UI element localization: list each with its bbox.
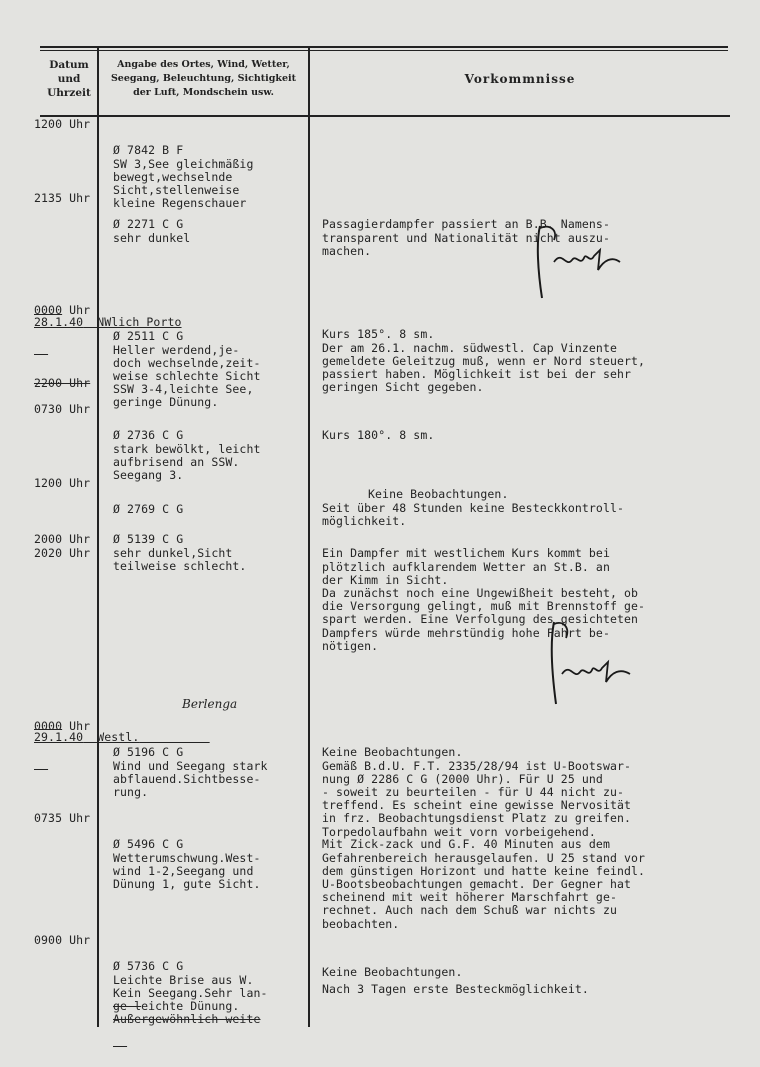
entry-time-struck: 2200 Uhr xyxy=(34,376,91,390)
entry-place: Ø 5736 C G Leichte Brise aus W. Kein Seegang.Sehr lan- ge leichte Dünung. xyxy=(113,959,268,1014)
date-heading: 29.1.40 Westl. xyxy=(34,730,140,745)
entry-time: 0735 Uhr xyxy=(34,811,91,825)
entry-time: 1200 Uhr xyxy=(34,117,91,131)
col-divider-1 xyxy=(97,47,99,1027)
entry-time: 2135 Uhr xyxy=(34,191,91,205)
col-divider-2 xyxy=(308,47,310,1027)
entry-events: Keine Beobachtungen. Seit über 48 Stunden keine Besteckkontroll- möglichkeit. xyxy=(322,487,625,528)
header-bottom-rule xyxy=(40,115,730,117)
entry-time: 0000 Uhr xyxy=(34,719,91,733)
entry-time: 0730 Uhr xyxy=(34,402,91,416)
entry-place: Ø 5196 C G Wind und Seegang stark abflauend.Sichtbesse- rung. xyxy=(113,745,268,800)
entry-place: Ø 5496 C G Wetterumschwung.West- wind 1-2,Seegang und Dünung 1, gute Sicht. xyxy=(113,837,261,892)
entry-place: Ø 5139 C G sehr dunkel,Sicht teilweise schlecht. xyxy=(113,532,247,573)
entry-events: Kurs 180°. 8 sm. xyxy=(322,428,435,443)
entry-events: Kurs 185°. 8 sm. Der am 26.1. nachm. südwestl. Cap Vinzente gemeldete Geleitzug muß, wenn er Nord steuert, passiert haben. Möglichkeit ist bei der sehr geringen Sicht gegeben. xyxy=(322,327,646,395)
signature-2 xyxy=(534,618,644,708)
date-heading: 28.1.40 NWlich Porto xyxy=(34,315,182,330)
entry-events: Keine Beobachtungen. Gemäß B.d.U. F.T. 2335/28/94 ist U-Bootswar- nung Ø 2286 C G (2000 Uhr). Für U 25 und - soweit zu beurteilen - für U 44 nicht zu- treffend. Es scheint eine gewisse Nervosität in frz. Beobachtungsdienst Platz zu greifen. Torpedolaufbahn weit vorn vorbeigehend. xyxy=(322,745,632,839)
entry-time: 0000 Uhr xyxy=(34,303,91,317)
entry-events: Mit Zick-zack und G.F. 40 Minuten aus dem Gefahrenbereich herausgelaufen. U 25 stand vor dem günstigen Horizont und hatte keine feindl. U-Bootsbeobachtungen gemacht. Der Gegner hat scheinend mit weit höherer Marschfahrt ge- rechnet. Auch nach dem Schuß war nichts zu beobachten. xyxy=(322,837,646,931)
header-date-time: Datum und Uhrzeit xyxy=(47,59,91,99)
entry-place: Ø 2769 C G xyxy=(113,502,184,517)
entry-place-struck: Außergewöhnlich weite xyxy=(113,1012,261,1027)
entry-place: Ø 2736 C G stark bewölkt, leicht aufbrisend an SSW. Seegang 3. xyxy=(113,428,261,483)
entry-events: Keine Beobachtungen. Nach 3 Tagen erste Besteckmöglichkeit. xyxy=(322,965,589,996)
entry-time: 0900 Uhr xyxy=(34,933,91,947)
entry-place: Ø 2271 C G sehr dunkel xyxy=(113,217,191,245)
top-double-rule xyxy=(40,46,728,48)
entry-place: Ø 7842 B F SW 3,See gleichmäßig bewegt,wechselnde Sicht,stellenweise kleine Regenschauer xyxy=(113,143,254,211)
entry-time: 2000 Uhr 2020 Uhr xyxy=(34,532,91,560)
header-place-weather: Angabe des Ortes, Wind, Wetter, Seegang, Beleuchtung, Sichtigkeit der Luft, Mondschein usw. xyxy=(110,59,297,98)
entry-time: 1200 Uhr xyxy=(34,476,91,490)
entry-place: Ø 2511 C G Heller werdend,je- doch wechselnde,zeit- weise schlechte Sicht SSW 3-4,leichte See, geringe Dünung. xyxy=(113,329,261,410)
header-events: Vorkommnisse xyxy=(464,72,576,86)
handwritten-place: Berlenga xyxy=(182,697,238,711)
entry-events: Ein Dampfer mit westlichem Kurs kommt bei plötzlich aufklarendem Wetter an St.B. an der Kimm in Sicht. Da zunächst noch eine Ungewißheit besteht, ob die Versorgung gelingt, muß mit Brennstoff ge- spart werden. Eine Verfolgung des gesichteten Dampfers würde mehrstündig hohe Fahrt be- nötigen. xyxy=(322,546,646,653)
top-double-rule-2 xyxy=(40,50,728,51)
signature-1 xyxy=(528,222,638,302)
entry-events: Passagierdampfer passiert an B.B. Namens- transparent und Nationalität nicht auszu- machen. xyxy=(322,217,610,258)
